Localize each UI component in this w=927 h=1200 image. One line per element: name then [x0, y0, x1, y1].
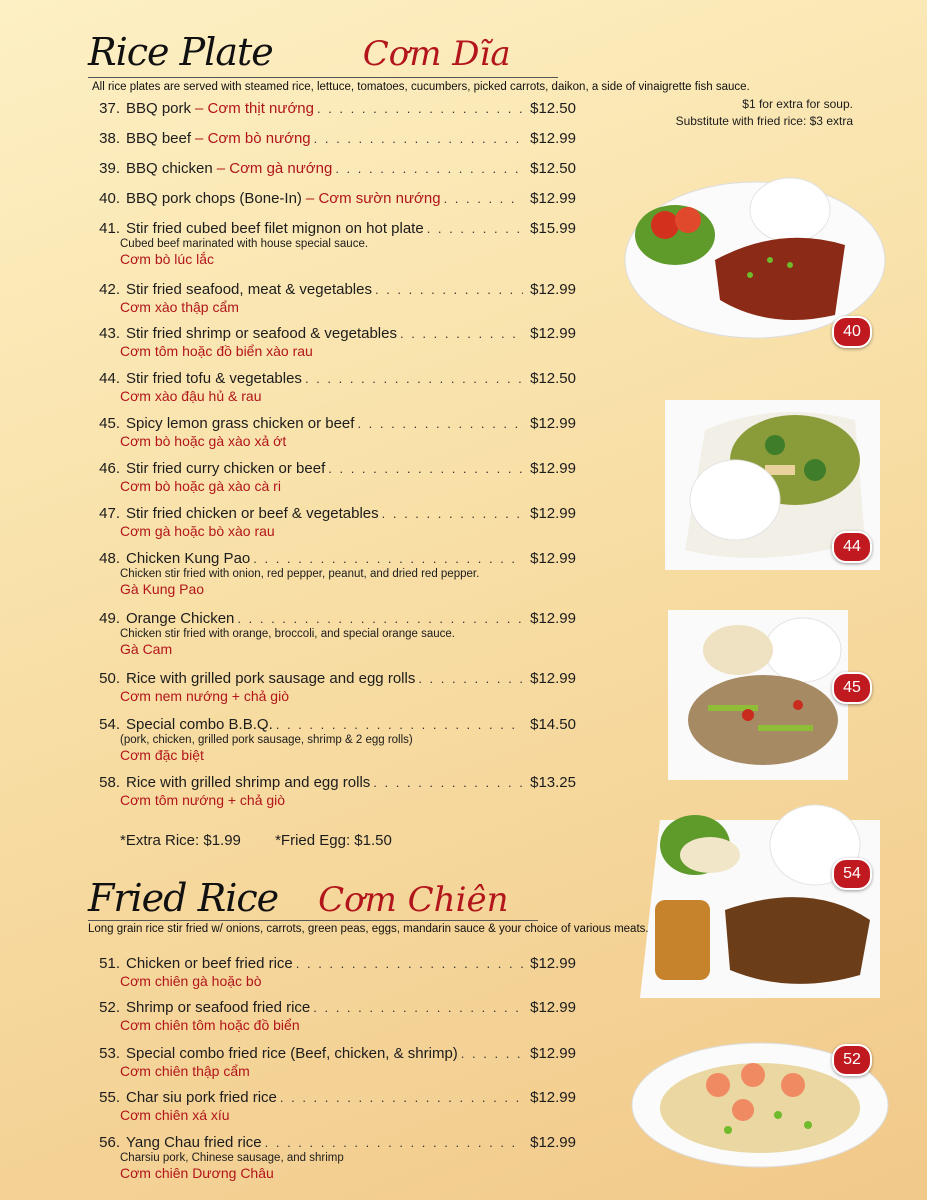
- menu-item-line: [86, 1089, 576, 1107]
- menu-item-line: [86, 1134, 576, 1152]
- dot-leader: [280, 1089, 523, 1107]
- dot-leader: [373, 774, 523, 792]
- photo-badge-44: 44: [832, 531, 872, 563]
- dot-leader: [418, 670, 523, 688]
- menu-item-line: [86, 130, 576, 148]
- item-number: 55.: [99, 1089, 120, 1106]
- item-name-vn: Gà Cam: [120, 641, 173, 657]
- item-name: Chicken or beef fried rice: [126, 955, 293, 972]
- item-name-vn: Gà Kung Pao: [120, 581, 205, 597]
- rice-plate-title-vn: Cơm Dĩa: [362, 34, 511, 74]
- menu-item: [86, 220, 576, 267]
- item-price: $12.99: [530, 415, 576, 432]
- item-price: $14.50: [530, 716, 576, 733]
- photo-badge-45: 45: [832, 672, 872, 704]
- item-number: 46.: [99, 460, 120, 477]
- dot-leader: [427, 220, 523, 238]
- menu-item: [86, 415, 576, 449]
- dish-photo-lemongrass: [668, 610, 848, 780]
- photo-badge-40: 40: [832, 316, 872, 348]
- item-price: $12.99: [530, 1134, 576, 1151]
- item-name-vn: Cơm tôm nướng + chả giò: [120, 792, 286, 808]
- item-name: Special combo B.B.Q.: [126, 716, 273, 733]
- rice-plate-divider: [88, 77, 558, 78]
- item-name: BBQ pork chops (Bone-In): [126, 190, 302, 207]
- photo-badge-54: 54: [832, 858, 872, 890]
- dot-leader: [313, 999, 523, 1017]
- item-number: 44.: [99, 370, 120, 387]
- menu-item: [86, 1134, 576, 1181]
- item-number: 51.: [99, 955, 120, 972]
- item-name-vn: – Cơm sườn nướng: [305, 190, 441, 207]
- item-price: $12.50: [530, 100, 576, 117]
- menu-item: [86, 460, 576, 494]
- item-name-vn: Cơm bò hoặc gà xào cà ri: [120, 478, 281, 494]
- item-description: Cubed beef marinated with house special sauce.: [120, 238, 369, 250]
- item-name: Orange Chicken: [126, 610, 235, 627]
- item-name: Special combo fried rice (Beef, chicken, & shrimp): [126, 1045, 458, 1062]
- item-price: $12.99: [530, 325, 576, 342]
- item-price: $12.99: [530, 610, 576, 627]
- item-name: BBQ beef: [126, 130, 192, 147]
- item-name: Yang Chau fried rice: [126, 1134, 262, 1151]
- item-name-vn: Cơm chiên xá xíu: [120, 1107, 230, 1123]
- dot-leader: [335, 160, 523, 178]
- item-name: Stir fried tofu & vegetables: [126, 370, 302, 387]
- menu-item-line: [86, 670, 576, 688]
- item-name-vn: – Cơm gà nướng: [216, 160, 333, 177]
- item-number: 52.: [99, 999, 120, 1016]
- item-price: $12.99: [530, 670, 576, 687]
- item-number: 47.: [99, 505, 120, 522]
- item-description: (pork, chicken, grilled pork sausage, shrimp & 2 egg rolls): [120, 734, 413, 746]
- item-number: 41.: [99, 220, 120, 237]
- rice-plate-intro: All rice plates are served with steamed rice, lettuce, tomatoes, cucumbers, picked carrots, daikon, a side of vinaigrette fish sauce.: [92, 81, 750, 93]
- menu-item: [86, 774, 576, 808]
- dot-leader: [357, 415, 523, 433]
- photo-badge-52: 52: [832, 1044, 872, 1076]
- item-name-vn: Cơm gà hoặc bò xào rau: [120, 523, 275, 539]
- item-number: 49.: [99, 610, 120, 627]
- item-name-vn: Cơm đặc biệt: [120, 747, 204, 763]
- menu-item-line: [86, 1045, 576, 1063]
- menu-item: [86, 281, 576, 315]
- item-price: $12.99: [530, 505, 576, 522]
- item-price: $12.99: [530, 190, 576, 207]
- item-number: 38.: [99, 130, 120, 147]
- menu-item: [86, 670, 576, 704]
- item-name-vn: Cơm chiên thập cẩm: [120, 1063, 250, 1079]
- extras-line: [120, 832, 422, 849]
- item-price: $12.99: [530, 460, 576, 477]
- fried-rice-header: [88, 876, 508, 920]
- menu-item-line: [86, 160, 576, 178]
- dot-leader: [276, 716, 523, 734]
- fried-rice-title: Fried Rice: [88, 876, 279, 920]
- rice-plate-header: [88, 30, 511, 74]
- fried-egg-price: *Fried Egg: $1.50: [275, 832, 392, 849]
- dot-leader: [317, 100, 523, 118]
- item-price: $12.99: [530, 550, 576, 567]
- item-description: Chicken stir fried with onion, red pepper, peanut, and dried red pepper.: [120, 568, 480, 580]
- item-name: Stir fried seafood, meat & vegetables: [126, 281, 372, 298]
- dot-leader: [461, 1045, 523, 1063]
- item-number: 45.: [99, 415, 120, 432]
- item-name-vn: Cơm bò lúc lắc: [120, 251, 214, 267]
- dot-leader: [314, 130, 523, 148]
- item-name: Rice with grilled shrimp and egg rolls: [126, 774, 371, 791]
- menu-item: [86, 130, 576, 148]
- item-number: 58.: [99, 774, 120, 791]
- menu-item-line: [86, 716, 576, 734]
- dot-leader: [296, 955, 523, 973]
- dish-photo-special-combo: [640, 800, 890, 998]
- dot-leader: [328, 460, 523, 478]
- menu-item: [86, 999, 576, 1033]
- item-name-vn: Cơm xào thập cẩm: [120, 299, 239, 315]
- item-name-vn: Cơm chiên tôm hoặc đồ biển: [120, 1017, 300, 1033]
- item-name: BBQ pork: [126, 100, 192, 117]
- item-name: BBQ chicken: [126, 160, 213, 177]
- menu-item-line: [86, 955, 576, 973]
- menu-item-line: [86, 610, 576, 628]
- dot-leader: [400, 325, 523, 343]
- menu-item-line: [86, 774, 576, 792]
- item-price: $12.99: [530, 1045, 576, 1062]
- menu-item: [86, 1045, 576, 1079]
- item-number: 53.: [99, 1045, 120, 1062]
- item-name-vn: – Cơm thịt nướng: [195, 100, 314, 117]
- dot-leader: [265, 1134, 523, 1152]
- extra-rice-price: *Extra Rice: $1.99: [120, 832, 241, 849]
- fried-rice-title-vn: Cơm Chiên: [318, 880, 509, 920]
- item-number: 40.: [99, 190, 120, 207]
- item-name: Stir fried chicken or beef & vegetables: [126, 505, 379, 522]
- menu-item: [86, 100, 576, 118]
- item-name-vn: Cơm bò hoặc gà xào xả ớt: [120, 433, 287, 449]
- item-price: $12.99: [530, 1089, 576, 1106]
- soup-note: $1 for extra for soup.: [742, 97, 853, 111]
- menu-item-line: [86, 415, 576, 433]
- item-price: $12.99: [530, 130, 576, 147]
- dot-leader: [444, 190, 523, 208]
- item-number: 56.: [99, 1134, 120, 1151]
- menu-item-line: [86, 370, 576, 388]
- item-name: Stir fried cubed beef filet mignon on hot plate: [126, 220, 424, 237]
- item-number: 43.: [99, 325, 120, 342]
- item-name: Shrimp or seafood fried rice: [126, 999, 311, 1016]
- fried-rice-substitute-note: Substitute with fried rice: $3 extra: [675, 114, 853, 128]
- item-name: Rice with grilled pork sausage and egg rolls: [126, 670, 416, 687]
- rice-plate-notes: [676, 96, 853, 130]
- item-price: $12.50: [530, 370, 576, 387]
- fried-rice-intro: Long grain rice stir fried w/ onions, carrots, green peas, eggs, mandarin sauce & your choice of various meats.: [88, 923, 649, 935]
- menu-item: [86, 325, 576, 359]
- dot-leader: [382, 505, 523, 523]
- rice-plate-title: Rice Plate: [88, 30, 273, 74]
- item-number: 48.: [99, 550, 120, 567]
- menu-item-line: [86, 281, 576, 299]
- item-price: $12.50: [530, 160, 576, 177]
- dot-leader: [375, 281, 523, 299]
- menu-item-line: [86, 460, 576, 478]
- dot-leader: [253, 550, 523, 568]
- item-name: Char siu pork fried rice: [126, 1089, 277, 1106]
- menu-item-line: [86, 190, 576, 208]
- menu-item-line: [86, 325, 576, 343]
- item-name: Stir fried curry chicken or beef: [126, 460, 326, 477]
- item-name-vn: Cơm xào đậu hủ & rau: [120, 388, 262, 404]
- menu-item: [86, 160, 576, 178]
- item-name-vn: Cơm nem nướng + chả giò: [120, 688, 289, 704]
- menu-item: [86, 370, 576, 404]
- item-name: Chicken Kung Pao: [126, 550, 251, 567]
- item-name: Spicy lemon grass chicken or beef: [126, 415, 355, 432]
- item-name-vn: Cơm chiên Dương Châu: [120, 1165, 274, 1181]
- menu-item: [86, 190, 576, 208]
- menu-item-line: [86, 505, 576, 523]
- menu-item: [86, 1089, 576, 1123]
- menu-item: [86, 955, 576, 989]
- item-number: 37.: [99, 100, 120, 117]
- dot-leader: [237, 610, 523, 628]
- item-price: $15.99: [530, 220, 576, 237]
- menu-item-line: [86, 100, 576, 118]
- dot-leader: [305, 370, 523, 388]
- item-name: Stir fried shrimp or seafood & vegetables: [126, 325, 397, 342]
- item-name-vn: Cơm tôm hoặc đồ biển xào rau: [120, 343, 313, 359]
- item-price: $12.99: [530, 999, 576, 1016]
- item-price: $12.99: [530, 281, 576, 298]
- menu-item-line: [86, 550, 576, 568]
- menu-item: [86, 550, 576, 597]
- menu-item: [86, 716, 576, 763]
- item-number: 42.: [99, 281, 120, 298]
- item-number: 39.: [99, 160, 120, 177]
- menu-item: [86, 610, 576, 657]
- item-price: $12.99: [530, 955, 576, 972]
- item-name-vn: – Cơm bò nướng: [195, 130, 311, 147]
- item-name-vn: Cơm chiên gà hoặc bò: [120, 973, 262, 989]
- item-number: 54.: [99, 716, 120, 733]
- item-description: Charsiu pork, Chinese sausage, and shrimp: [120, 1152, 344, 1164]
- item-price: $13.25: [530, 774, 576, 791]
- menu-item-line: [86, 999, 576, 1017]
- fried-rice-divider: [88, 920, 538, 921]
- menu-item: [86, 505, 576, 539]
- menu-item-line: [86, 220, 576, 238]
- item-number: 50.: [99, 670, 120, 687]
- item-description: Chicken stir fried with orange, broccoli, and special orange sauce.: [120, 628, 455, 640]
